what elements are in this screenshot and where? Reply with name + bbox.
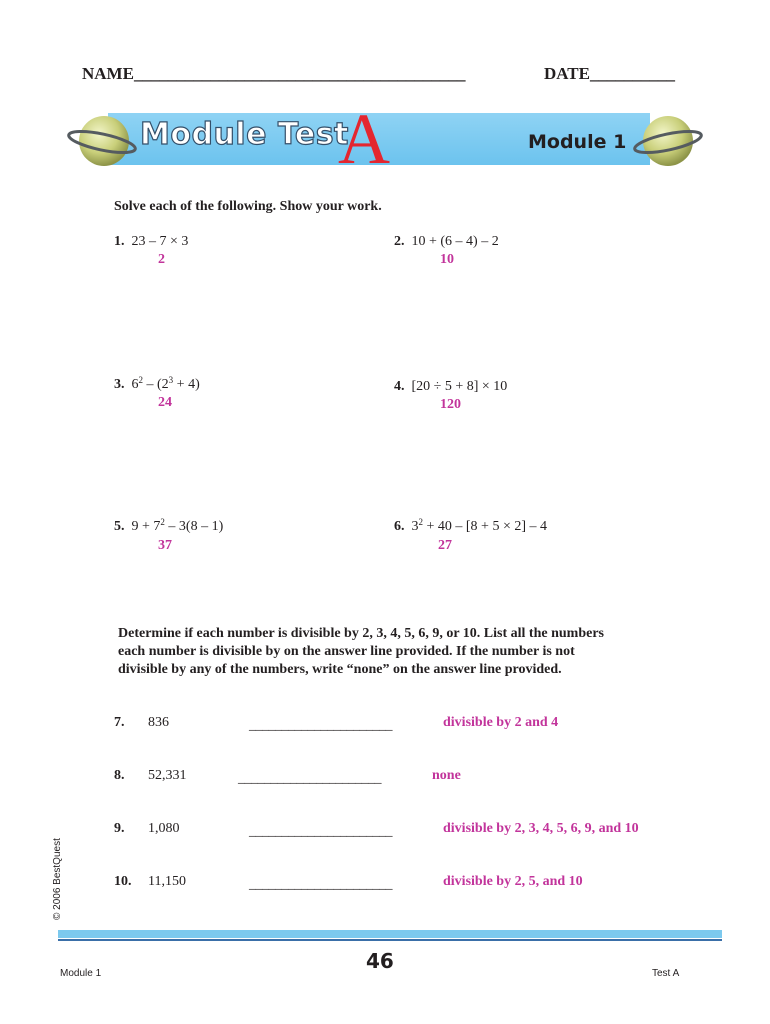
problem-number: 6.	[394, 519, 405, 534]
problem-7-answer: divisible by 2 and 4	[443, 715, 559, 730]
problem-9-number	[114, 821, 125, 837]
problem-4-answer: 120	[440, 397, 461, 412]
planet-right-icon	[632, 108, 704, 172]
date-line: __________	[589, 64, 675, 83]
problem-8-value: 52,331	[148, 768, 187, 783]
problem-9-answer-line[interactable]: ______________________	[249, 824, 392, 839]
problem-1: 1. 23 – 7 × 3	[114, 234, 189, 249]
problem-7-value: 836	[148, 715, 169, 730]
module-test-title: Module Test	[140, 117, 349, 152]
problem-number: 5.	[114, 519, 125, 534]
problem-5-answer: 37	[158, 538, 172, 553]
problem-6: 6. $3^2 + 40 - [8 + 5 \times 2] - 4$	[394, 517, 548, 534]
module-label: Module 1	[528, 131, 627, 153]
planet-left-icon	[66, 108, 138, 172]
date-field[interactable]	[544, 64, 675, 84]
problem-7-number	[114, 715, 125, 731]
instruction-line: Determine if each number is divisible by 2, 3, 4, 5, 6, 9, or 10. List all the numbers	[118, 626, 604, 641]
problem-3-answer: 24	[158, 395, 172, 410]
name-line: _______________________________________	[133, 64, 466, 83]
footer-rule-shadow	[58, 939, 722, 941]
problem-number: 1.	[114, 234, 125, 249]
page-number: 46	[366, 949, 394, 973]
test-letter: A	[338, 99, 390, 179]
problem-7-answer-line[interactable]: ______________________	[249, 718, 392, 733]
problem-10-answer-line[interactable]: ______________________	[249, 877, 392, 892]
problem-1-answer: 2	[158, 252, 165, 267]
problem-number: 4.	[394, 379, 405, 394]
problem-3: 3. $6^2 - (2^3 + 4)$	[114, 375, 200, 392]
footer-module: Module 1	[60, 968, 102, 979]
name-field[interactable]	[82, 64, 465, 84]
problem-9-value: 1,080	[148, 821, 180, 836]
problem-number: 7.	[114, 715, 125, 730]
copyright-notice: © 2006 BestQuest	[52, 838, 63, 920]
problem-2: 2. 10 + (6 – 4) – 2	[394, 234, 499, 249]
problem-8-number	[114, 768, 125, 784]
problem-10-number	[114, 874, 132, 890]
instruction-line: each number is divisible by on the answer line provided. If the number is not	[118, 644, 575, 659]
name-label: NAME	[82, 64, 134, 83]
footer-test: Test A	[652, 968, 680, 979]
date-label: DATE	[544, 64, 590, 83]
problem-9-answer: divisible by 2, 3, 4, 5, 6, 9, and 10	[443, 821, 639, 836]
problem-number: 2.	[394, 234, 405, 249]
problem-number: 8.	[114, 768, 125, 783]
problem-10-answer: divisible by 2, 5, and 10	[443, 874, 583, 889]
problem-6-answer: 27	[438, 538, 452, 553]
problem-number: 3.	[114, 377, 125, 392]
problem-5: 5. $9 + 7^2 - 3(8 - 1)$	[114, 517, 224, 534]
section1-instructions: Solve each of the following. Show your work.	[114, 199, 382, 214]
problem-number: 10.	[114, 874, 132, 889]
section2-instructions	[118, 625, 678, 679]
problem-4: 4. [20 ÷ 5 + 8] × 10	[394, 379, 508, 394]
problem-number: 9.	[114, 821, 125, 836]
problem-2-answer: 10	[440, 252, 454, 267]
problem-8-answer-line[interactable]: ______________________	[238, 771, 381, 786]
footer-rule	[58, 930, 722, 938]
problem-8-answer: none	[432, 768, 461, 783]
instruction-line: divisible by any of the numbers, write “none” on the answer line provided.	[118, 662, 562, 677]
problem-10-value: 11,150	[148, 874, 186, 889]
